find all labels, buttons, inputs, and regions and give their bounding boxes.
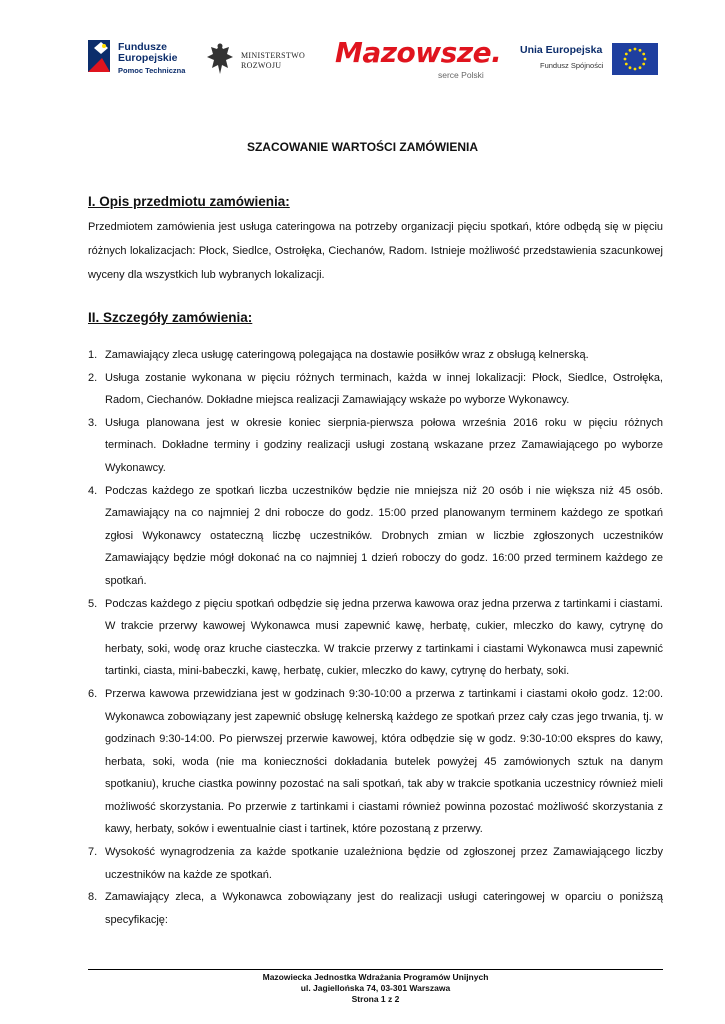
- footer-line2: ul. Jagiellońska 74, 03-301 Warszawa: [300, 983, 451, 993]
- section2-heading: II. Szczegóły zamówienia:: [88, 310, 253, 325]
- fe-line2: Europejskie: [118, 52, 178, 64]
- list-item-text: Podczas każdego ze spotkań liczba uczestników będzie nie mniejsza niż 20 osób i nie większa niż 45 osób. Zamawiający na co najmniej 2 dni robocze do godz. 15:00 przed planowanym terminem każdego ze spotkań zgłosi Wykonawcy ostateczną liczbę uczestników. Drobnych zmian w liczbie zgłoszonych uczestników Zamawiający będzie mógł dokonać na co najmniej 1 dzień roboczy do godz. 16:00 przed terminem każdego ze spotkań.: [105, 484, 663, 587]
- logo-bar: [0, 34, 725, 84]
- ministerstwo-logo: [205, 40, 315, 80]
- list-item-number: 8.: [88, 891, 98, 904]
- list-item: [88, 412, 663, 480]
- mazowsze-tagline: serce Polski: [438, 70, 484, 80]
- fundusze-europejskie-icon: [88, 38, 114, 74]
- fe-line3: Pomoc Techniczna: [118, 66, 186, 75]
- mazowsze-logo: [335, 36, 502, 82]
- list-item-number: 7.: [88, 846, 98, 859]
- mr-line1: MINISTERSTWO: [241, 51, 306, 60]
- list-item-text: Podczas każdego z pięciu spotkań odbędzie się jedna przerwa kawowa oraz jedna przerwa z tartinkami i ciastami. W trakcie przerwy kawowej Wykonawca musi zapewnić kawę, herbatę, cukier, mleczko do kawy, cytrynę do herbaty, soki, wodę oraz kruche ciasteczka. W trakcie przerwy z tartinkami i ciastami Wykonawca musi zapewnić tartinki, ciasta, mini-babeczki, kawę, herbatę, cukier, mleczko do kawy, cytrynę do herbaty, soki.: [105, 597, 663, 678]
- list-item-number: 3.: [88, 416, 98, 429]
- eu-flag-icon: [612, 43, 658, 75]
- list-item-text: Usługa planowana jest w okresie koniec sierpnia-pierwsza połowa września 2016 roku w pięciu różnych terminach. Dokładne terminy i godziny realizacji usługi zostaną wskazane przez Zamawiającego po wyborze Wykonawcy.: [105, 416, 663, 474]
- list-item-text: Usługa zostanie wykonana w pięciu różnych terminach, każda w innej lokalizacji: Płock, Siedlce, Ostrołęka, Radom, Ciechanów. Dokładne miejsca realizacji Zamawiający wskaże po wyborze Wykonawcy.: [105, 371, 663, 407]
- page-footer: [88, 969, 663, 1005]
- list-item-text: Zamawiający zleca, a Wykonawca zobowiązany jest do realizacji usługi cateringowej w oparciu o poniższą specyfikację:: [105, 891, 663, 926]
- mazowsze-wordmark: Mazowsze.: [335, 36, 502, 69]
- document-title: SZACOWANIE WARTOŚCI ZAMÓWIENIA: [246, 140, 479, 154]
- list-item-number: 2.: [88, 371, 98, 384]
- list-item: [88, 886, 663, 931]
- mr-line2: ROZWOJU: [241, 61, 282, 70]
- details-list: [88, 344, 663, 931]
- fe-line1: Fundusze: [118, 41, 167, 53]
- list-item: [88, 841, 663, 886]
- list-item-number: 4.: [88, 484, 98, 497]
- footer-line1: Mazowiecka Jednostka Wdrażania Programów Unijnych: [262, 972, 489, 982]
- eagle-emblem-icon: [205, 40, 235, 78]
- list-item-number: 1.: [88, 349, 98, 361]
- list-item: [88, 480, 663, 593]
- list-item: [88, 593, 663, 683]
- list-item: [88, 367, 663, 412]
- list-item-number: 5.: [88, 597, 98, 610]
- list-item-text: Przerwa kawowa przewidziana jest w godzinach 9:30-10:00 a przerwa z tartinkami i ciastami około godz. 12:00. Wykonawca zobowiązany jest zapewnić obsługę kelnerską każdego ze spotkań przez cały czas jego trwania, tj. w godzinach 9:30-14:00. Po pierwszej przerwie kawowej, która odbędzie się w godz. 9:30-10:00 ekspres do kawy, herbata, soki, woda (nie ma konieczności dokładania butelek powyżej 45 zamówionych sztuk na danym spotkaniu), kruche ciastka powinny pozostać na sali spotkań, tak aby w trakcie spotkania uczestnicy również mieli możliwość skorzystania. Po przerwie z tartinkami i ciastami również powinna pozostać możliwość skorzystania z kawy, herbaty, soków i ewentualnie ciast i tartinek, które pozostaną z przerwy.: [105, 687, 663, 836]
- section1-text: Przedmiotem zamówienia jest usługa cateringowa na potrzeby organizacji pięciu spotkań, które odbędą się w pięciu różnych lokalizacjach: Płock, Siedlce, Ostrołęka, Ciechanów, Radom. Istnieje możliwość przedstawienia szacunkowej wyceny dla wszystkich lub wybranych lokalizacji.: [88, 221, 663, 281]
- list-item: [88, 683, 663, 841]
- list-item-number: 6.: [88, 687, 98, 700]
- fundusze-europejskie-logo: [88, 38, 198, 78]
- list-item: [88, 344, 663, 367]
- ue-line1: Unia Europejska: [520, 44, 603, 56]
- section1-heading: I. Opis przedmiotu zamówienia:: [88, 194, 290, 209]
- list-item-text: Wysokość wynagrodzenia za każde spotkanie uzależniona będzie od zgłoszonej przez Zamawiającego liczby uczestników na każde ze spotkań.: [105, 846, 663, 881]
- list-item-text: Zamawiający zleca usługę cateringową polegająca na dostawie posiłków wraz z obsługą kelnerską.: [105, 349, 589, 361]
- ue-line2: Fundusz Spójności: [540, 61, 604, 70]
- footer-page-number: Strona 1 z 2: [351, 994, 400, 1004]
- unia-europejska-logo: [520, 40, 660, 80]
